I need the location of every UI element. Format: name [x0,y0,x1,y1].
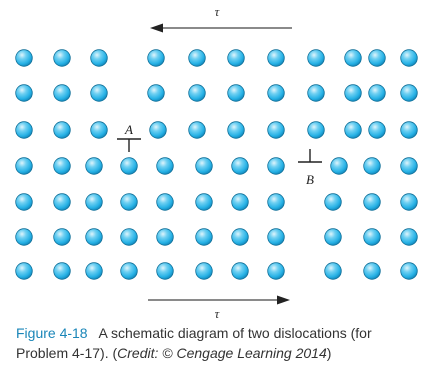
atom [157,229,174,246]
atom [196,194,213,211]
atom [268,158,285,175]
atom [268,194,285,211]
atom [401,50,418,67]
atom [16,194,33,211]
caption-credit: Credit: © Cengage Learning 2014 [117,345,327,361]
atom [189,122,206,139]
atom [268,50,285,67]
atom [54,229,71,246]
tau-label-bottom: τ [214,306,220,321]
atom [196,229,213,246]
atom [364,194,381,211]
atom [401,194,418,211]
atom [268,85,285,102]
atom [121,263,138,280]
atom [308,50,325,67]
atom [228,122,245,139]
atom [91,50,108,67]
atom [364,263,381,280]
atom [325,194,342,211]
atom [308,85,325,102]
atom [268,122,285,139]
atom [121,158,138,175]
atom [345,50,362,67]
atom [232,158,249,175]
atom [121,229,138,246]
atom [148,50,165,67]
atom [16,122,33,139]
atom [345,85,362,102]
atom-lattice [16,50,418,280]
atom [157,194,174,211]
atom [16,50,33,67]
atom [331,158,348,175]
atom [150,122,167,139]
atom [54,263,71,280]
atom [325,263,342,280]
atom [54,194,71,211]
atom [308,122,325,139]
atom [325,229,342,246]
atom [86,229,103,246]
atom [54,158,71,175]
atom [401,85,418,102]
atom [16,229,33,246]
atom [16,85,33,102]
atom [369,122,386,139]
atom [121,194,138,211]
shear-arrow-bottom [148,296,290,322]
atom [268,263,285,280]
caption-text: A schematic diagram of two dislocations (for Problem 4-17). ( [16,325,372,361]
atom [157,263,174,280]
atom [189,85,206,102]
caption-end: ) [326,345,332,361]
shear-arrow-top [150,4,292,33]
atom [189,50,206,67]
atom [401,122,418,139]
atom [148,85,165,102]
atom [228,50,245,67]
atom [401,229,418,246]
atom [16,263,33,280]
dislocation-b-symbol [298,149,322,187]
atom [369,50,386,67]
atom [196,158,213,175]
atom [86,194,103,211]
atom [91,122,108,139]
atom [86,158,103,175]
atom [401,263,418,280]
atom [369,85,386,102]
atom [401,158,418,175]
atom [196,263,213,280]
atom [91,85,108,102]
dislocation-b-label: B [306,172,314,187]
atom [54,50,71,67]
atom [232,263,249,280]
atom [16,158,33,175]
tau-label-top: τ [214,4,220,19]
atom [54,122,71,139]
atom [268,229,285,246]
atom [364,229,381,246]
atom [345,122,362,139]
figure-number: Figure 4-18 [16,325,88,341]
atom [232,229,249,246]
figure-caption [16,323,424,363]
atom [157,158,174,175]
atom [232,194,249,211]
dislocation-a-label: A [125,122,133,137]
atom [364,158,381,175]
atom [228,85,245,102]
dislocation-a-symbol [117,122,141,152]
atom [86,263,103,280]
atom [54,85,71,102]
